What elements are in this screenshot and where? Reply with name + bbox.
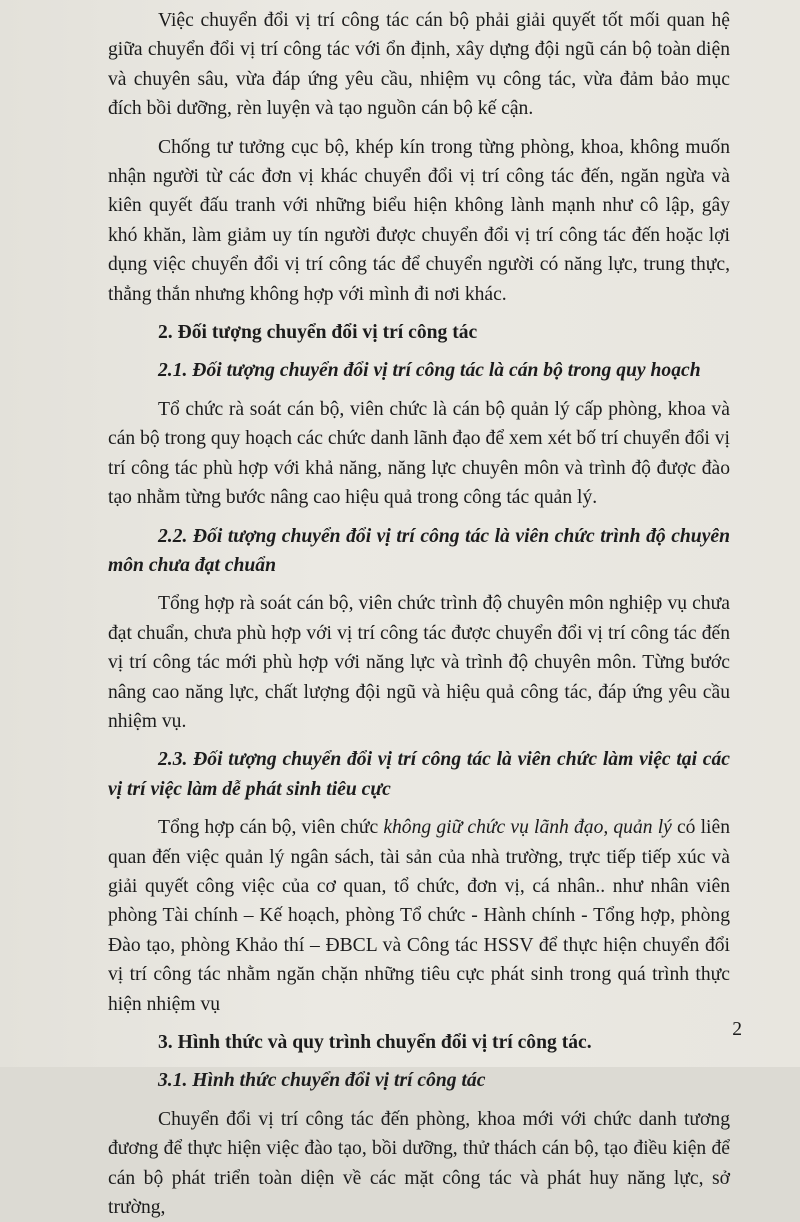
paragraph-2-3 — [108, 813, 730, 1019]
paragraph-2-3-start: Tổng hợp cán bộ, viên chức — [158, 817, 384, 839]
section-2-heading: 2. Đối tượng chuyển đổi vị trí công tác — [158, 322, 478, 344]
section-3-1-heading: 3.1. Hình thức chuyển đổi vị trí công tác — [158, 1070, 486, 1092]
section-2-3-heading: 2.3. Đối tượng chuyển đổi vị trí công tác là viên chức làm việc tại các vị trí việc làm dễ phát sinh tiêu cực — [108, 749, 730, 800]
paragraph-2-1: Tổ chức rà soát cán bộ, viên chức là cán bộ quản lý cấp phòng, khoa và cán bộ trong quy hoạch các chức danh lãnh đạo để xem xét bố trí chuyển đổi vị trí công tác phù hợp với khả năng, năng lực chuyên môn và trình độ được đào tạo nhằm từng bước nâng cao hiệu quả trong công tác quản lý. — [108, 398, 730, 509]
section-2-2-heading: 2.2. Đối tượng chuyển đổi vị trí công tác là viên chức trình độ chuyên môn chưa đạt chuẩn — [108, 525, 730, 576]
paragraph-2-3-italic: không giữ chức vụ lãnh đạo, quản lý — [383, 817, 672, 839]
page-number: 2 — [732, 1019, 742, 1040]
section-3-heading: 3. Hình thức và quy trình chuyển đổi vị trí công tác. — [158, 1032, 592, 1053]
paragraph-2: Chống tư tưởng cục bộ, khép kín trong từng phòng, khoa, không muốn nhận người từ các đơn vị khác chuyển đổi vị trí công tác đến, ngăn ngừa và kiên quyết đấu tranh với những biểu hiện không lành mạnh như cô lập, gây khó khăn, làm giảm uy tín người được chuyển đổi vị trí công tác đến hoặc lợi dụng việc chuyển đổi vị trí công tác để chuyển người có năng lực, trung thực, thẳng thắn nhưng không hợp với mình đi nơi khác. — [108, 136, 730, 305]
paragraph-2-2: Tổng hợp rà soát cán bộ, viên chức trình độ chuyên môn nghiệp vụ chưa đạt chuẩn, chưa phù hợp với vị trí công tác được chuyển đổi vị trí công tác đến vị trí công tác mới phù hợp với năng lực và trình độ chuyên môn. Từng bước nâng cao năng lực, chất lượng đội ngũ và hiệu quả công tác, đáp ứng yêu cầu nhiệm vụ. — [108, 593, 730, 732]
paragraph-3-1: Chuyển đổi vị trí công tác đến phòng, khoa mới với chức danh tương đương để thực hiện việc đào tạo, bồi dưỡng, thử thách cán bộ, tạo điều kiện để cán bộ phát triển toàn diện về các mặt công tác và phát huy năng lực, sở trường, — [108, 1108, 730, 1219]
paragraph-1: Việc chuyển đổi vị trí công tác cán bộ phải giải quyết tốt mối quan hệ giữa chuyển đổi vị trí công tác với ổn định, xây dựng đội ngũ cán bộ toàn diện và chuyên sâu, vừa đáp ứng yêu cầu, nhiệm vụ công tác, vừa đảm bảo mục đích bồi dưỡng, rèn luyện và tạo nguồn cán bộ kế cận. — [108, 10, 730, 120]
paragraph-2-3-end: có liên quan đến việc quản lý ngân sách, tài sản của nhà trường, trực tiếp tiếp xúc và giải quyết công việc của cơ quan, tổ chức, đơn vị, cá nhân.. như nhân viên phòng Tài chính – Kế hoạch, phòng Tổ chức - Hành chính - Tổng hợp, phòng Đào tạo, phòng Khảo thí – ĐBCL và Công tác HSSV để thực hiện chuyển đổi vị trí công tác nhằm ngăn chặn những tiêu cực phát sinh trong quá trình thực hiện nhiệm vụ — [108, 817, 730, 1015]
section-2-1-heading: 2.1. Đối tượng chuyển đổi vị trí công tác là cán bộ trong quy hoạch — [158, 360, 701, 382]
